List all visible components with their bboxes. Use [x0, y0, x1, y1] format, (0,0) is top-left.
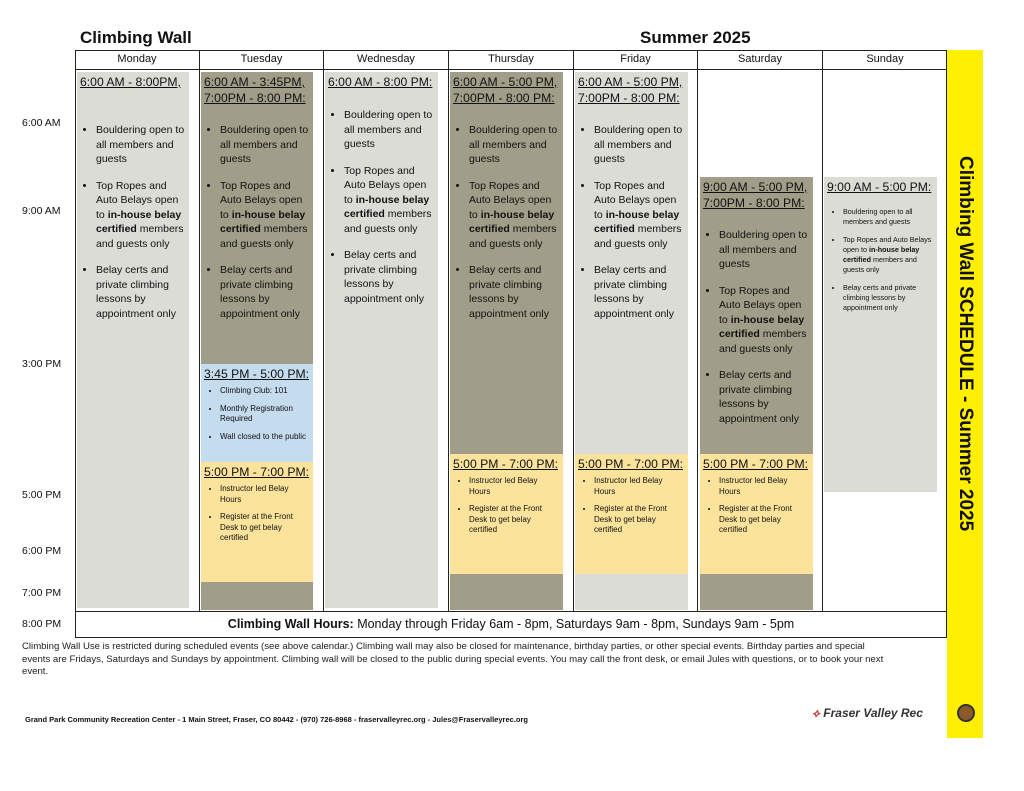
- belay-item: • Instructor led Belay Hours: [594, 476, 685, 497]
- tuesday-open-block: [201, 72, 313, 364]
- thursday-open-block: [450, 72, 563, 454]
- friday-open-block: [575, 72, 688, 454]
- wednesday-open-block: [325, 72, 438, 608]
- column-divider: [199, 70, 200, 612]
- time-label: 6:00 PM: [22, 545, 62, 557]
- day-header-monday: Monday: [75, 50, 200, 70]
- time-slot: 6:00 AM - 5:00 PM,: [453, 75, 558, 89]
- top-ropes-item: • Top Ropes and Auto Belays open to in-house belay certified members and guests only: [594, 179, 685, 252]
- fraser-valley-logo: ⟡ Fraser Valley Rec: [812, 706, 923, 720]
- day-header-tuesday: Tuesday: [200, 50, 324, 70]
- top-ropes-item: • Top Ropes and Auto Belays open to in-house belay certified members and guests only: [96, 179, 186, 252]
- belay-certs-item: • Belay certs and private climbing lessons by appointment only: [594, 263, 685, 321]
- sunday-open-block: [824, 177, 937, 492]
- top-ropes-item: • Top Ropes and Auto Belays open to in-house belay certified members and guests only: [344, 164, 435, 237]
- belay-certs-item: • Belay certs and private climbing lessons by appointment only: [344, 248, 435, 306]
- belay-hours-block: [450, 454, 563, 574]
- belay-item: • Instructor led Belay Hours: [220, 484, 310, 505]
- club-item: • Monthly Registration Required: [220, 404, 310, 425]
- time-slot: 6:00 AM - 8:00PM,: [80, 75, 181, 89]
- season-title: Summer 2025: [640, 28, 751, 47]
- belay-hours-block: [201, 462, 313, 582]
- top-ropes-item: • Top Ropes and Auto Belays open to in-house belay certified members and guests only: [843, 235, 934, 275]
- hours-text: Monday through Friday 6am - 8pm, Saturdays 9am - 8pm, Sundays 9am - 5pm: [353, 617, 795, 631]
- time-slot: 6:00 AM - 5:00 PM,: [578, 75, 683, 89]
- time-slot: 5:00 PM - 7:00 PM:: [578, 457, 683, 471]
- time-label: 9:00 AM: [22, 205, 61, 217]
- day-header-sunday: Sunday: [823, 50, 947, 70]
- sidebar-title: Climbing Wall SCHEDULE - Summer 2025: [955, 156, 976, 532]
- belay-item: • Register at the Front Desk to get belay certified: [719, 504, 810, 536]
- time-label: 8:00 PM: [22, 618, 62, 630]
- top-ropes-item: • Top Ropes and Auto Belays open to in-house belay certified members and guests only: [719, 284, 810, 357]
- time-slot: 7:00PM - 8:00 PM:: [204, 91, 306, 105]
- belay-certs-item: • Belay certs and private climbing lessons by appointment only: [220, 263, 310, 321]
- time-slot: 6:00 AM - 3:45PM,: [204, 75, 305, 89]
- saturday-open-block: [700, 177, 813, 454]
- top-ropes-item: • Top Ropes and Auto Belays open to in-house belay certified members and guests only: [220, 179, 310, 252]
- time-slot: 3:45 PM - 5:00 PM:: [204, 367, 309, 381]
- day-header-wednesday: Wednesday: [324, 50, 449, 70]
- day-header-friday: Friday: [574, 50, 698, 70]
- hours-label: Climbing Wall Hours:: [227, 617, 354, 631]
- saturday-evening-block: [700, 574, 813, 610]
- bouldering-item: • Bouldering open to all members and guests: [843, 207, 934, 227]
- club-item: • Climbing Club: 101: [220, 386, 310, 397]
- climbing-club-block: [201, 364, 313, 462]
- climber-icon: ⟡: [812, 706, 824, 720]
- time-slot: 6:00 AM - 8:00 PM:: [328, 75, 433, 89]
- usage-note: Climbing Wall Use is restricted during scheduled events (see above calendar.) Climbing wall may also be closed for maintenance, birthday parties, or other special events. Birthday parties and special events are Fridays, Saturdays and Sundays by appointment. Climbing wall will be closed to the public during special events. You may call the front desk, or email Jules with questions, or to book your next event.: [22, 641, 884, 677]
- time-label: 5:00 PM: [22, 489, 62, 501]
- belay-certs-item: • Belay certs and private climbing lessons by appointment only: [96, 263, 186, 321]
- belay-item: • Register at the Front Desk to get belay certified: [469, 504, 560, 536]
- time-slot: 5:00 PM - 7:00 PM:: [703, 457, 808, 471]
- belay-hours-block: [700, 454, 813, 574]
- friday-evening-block: [575, 574, 688, 610]
- time-label: 6:00 AM: [22, 117, 61, 129]
- footer-contact: Grand Park Community Recreation Center - 1 Main Street, Fraser, CO 80442 - (970) 726-8968 - fraservalleyrec.org - Jules@Fraservalleyrec.org: [25, 715, 528, 724]
- column-divider: [323, 70, 324, 612]
- belay-hours-block: [575, 454, 688, 574]
- belay-certs-item: • Belay certs and private climbing lessons by appointment only: [719, 368, 810, 426]
- time-slot: 5:00 PM - 7:00 PM:: [204, 465, 309, 479]
- bouldering-item: • Bouldering open to all members and guests: [96, 123, 186, 167]
- bouldering-item: • Bouldering open to all members and guests: [719, 228, 810, 272]
- time-slot: 5:00 PM - 7:00 PM:: [453, 457, 558, 471]
- time-slot: 7:00PM - 8:00 PM:: [453, 91, 555, 105]
- time-slot: 7:00PM - 8:00 PM:: [578, 91, 680, 105]
- belay-certs-item: • Belay certs and private climbing lessons by appointment only: [843, 283, 934, 313]
- belay-item: • Register at the Front Desk to get belay certified: [594, 504, 685, 536]
- column-divider: [573, 70, 574, 612]
- time-slot: 9:00 AM - 5:00 PM:: [827, 180, 932, 194]
- time-slot: 9:00 AM - 5:00 PM,: [703, 180, 808, 194]
- hours-row: [75, 612, 947, 638]
- bouldering-item: • Bouldering open to all members and guests: [344, 108, 435, 152]
- seal-icon: [957, 704, 975, 722]
- top-ropes-item: • Top Ropes and Auto Belays open to in-house belay certified members and guests only: [469, 179, 560, 252]
- bouldering-item: • Bouldering open to all members and guests: [469, 123, 560, 167]
- column-divider: [448, 70, 449, 612]
- monday-open-block: [77, 72, 189, 608]
- belay-item: • Register at the Front Desk to get belay certified: [220, 512, 310, 544]
- day-header-thursday: Thursday: [449, 50, 574, 70]
- column-divider: [822, 70, 823, 612]
- schedule-title: Climbing Wall: [80, 28, 192, 47]
- belay-certs-item: • Belay certs and private climbing lessons by appointment only: [469, 263, 560, 321]
- club-item: • Wall closed to the public: [220, 432, 310, 443]
- time-label: 7:00 PM: [22, 587, 62, 599]
- bouldering-item: • Bouldering open to all members and guests: [220, 123, 310, 167]
- column-divider: [697, 70, 698, 612]
- tuesday-evening-block: [201, 582, 313, 610]
- bouldering-item: • Bouldering open to all members and guests: [594, 123, 685, 167]
- belay-item: • Instructor led Belay Hours: [719, 476, 810, 497]
- thursday-evening-block: [450, 574, 563, 610]
- time-label: 3:00 PM: [22, 358, 62, 370]
- time-slot: 7:00PM - 8:00 PM:: [703, 196, 805, 210]
- day-header-saturday: Saturday: [698, 50, 823, 70]
- belay-item: • Instructor led Belay Hours: [469, 476, 560, 497]
